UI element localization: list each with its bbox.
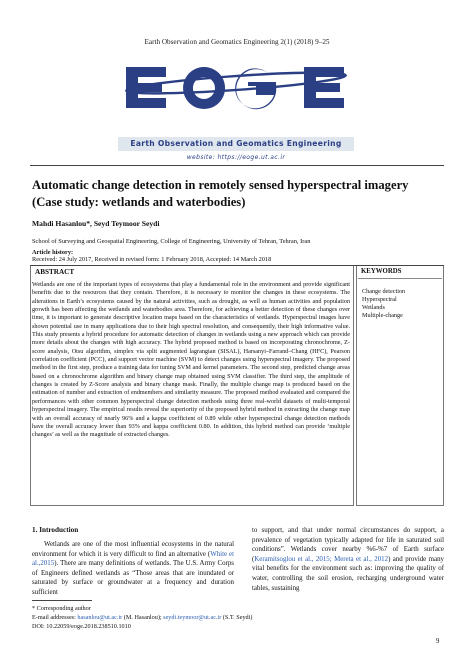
article-history-dates: Received: 24 July 2017, Received in revised form: 1 February 2018, Accepted: 14 March 2018	[32, 256, 272, 263]
email-link[interactable]: hasanlou@ut.ac.ir	[77, 614, 123, 621]
email-owner: (S.T. Seydi)	[221, 614, 253, 621]
keyword-item: Hyperspectral	[362, 296, 397, 303]
author-list: Mahdi Hasanlou*, Seyd Teymoor Seydi	[32, 219, 160, 228]
intro-col2-text-b: ) and provide many vital benefits for the environment such as: improving the quality of water, controlling the soil erosion, recharging underground water tables, sustaining	[252, 555, 444, 592]
email-addresses	[32, 614, 252, 621]
abstract-text: Wetlands are one of the important types of ecosystems that play a fundamental role in the environment and provide significant benefits due to the resources that they contain. Therefore, it is necessary to monitor the changes in these ecosystems. The alterations in Earth’s ecosystems caused by the natural activities, such as drought, as well as human activities and population growth has been affecting the wetlands and waterbodies area. Therefore, for achieving a better detection of these changes over time, it is important to generate descriptive location maps based on the characteristics of wetlands. Hyperspectral images have shown potential use in many applications due to their high spectral resolution, and consequently, their high informative value. This study presents a hybrid procedure for automatic detection of changes in wetlands using a new approach which can provide more details about the changes with high accuracy. The hybrid proposed method is based on incorporating chronochrome, Z-score analysis, Otsu algorithm, simplex via split augmented lagrangian (SISAL), Harsanyi–Farrand–Chang (HFC), Pearson correlation coefficient (PCC), and support vector machine (SVM) to detect changes using hyperspectral imagery. The proposed method in the first step, produce a training data for tuning SVM and kernel parameters. The second step, predicted change areas based on a chronochrome algorithm and binary change map obtained using SVM classifier. The third step, the amplitude of changes is created by Z-Score analysis and binary change mask. Finally, the multiple change map is produced based on the estimation of number and extraction of endmembers and similarity measure. The proposed method evaluated and compared the performances with other common hyperspectral change detection methods using three real-world datasets of multi-temporal hyperspectral imagery. The empirical results reveal the superiority of the proposed hybrid method in extracting the change map with an overall accuracy of nearly 96% and a kappa coefficient of 0.89 while other hyperspectral change detection methods have the overall accuracy lower than 93% and kappa coefficient 0.80. In addition, this hybrid method can provide ‘multiple changes’ as well as the magnitude of extracted changes.	[32, 281, 350, 439]
email-owner: (M. Hasanlou);	[122, 614, 164, 621]
paper-title-line-1: Automatic change detection in remotely sensed hyperspectral imagery	[32, 178, 409, 192]
introduction-heading: 1. Introduction	[32, 526, 79, 534]
journal-logo	[118, 55, 354, 165]
introduction-column-1	[32, 540, 234, 598]
footnote-divider	[32, 600, 92, 601]
paper-title-line-2: (Case study: wetlands and waterbodies)	[32, 195, 246, 209]
intro-col1-text-b: ). There are many definitions of wetlands. The U.S. Army Corps of Engineers defined wetlands as “Those areas that are inundated or saturated by surface or groundwater at a frequency and duration sufficient	[32, 560, 234, 596]
email-label: E-mail addresses:	[32, 614, 78, 621]
header-divider	[30, 165, 444, 166]
email-link[interactable]: seydi.teymoor@ut.ac.ir	[163, 614, 222, 621]
citation-link[interactable]: Keramitsoglou et al., 2015; Mereta et al., 2012	[254, 555, 389, 563]
journal-citation-line: Earth Observation and Geomatics Engineering 2(1) (2018) 9–25	[144, 38, 330, 46]
affiliation: School of Surveying and Geospatial Engineering, College of Engineering, University of Tehran, Tehran, Iran	[32, 238, 311, 245]
journal-website[interactable]: website: https://eoge.ut.ac.ir	[186, 154, 286, 161]
introduction-column-2	[252, 526, 444, 593]
keyword-item: Wetlands	[362, 304, 385, 311]
page-number: 9	[436, 638, 440, 645]
logo-banner-text: Earth Observation and Geomatics Engineering	[130, 139, 342, 148]
keyword-item: Multiple-change	[362, 312, 403, 319]
citation-link[interactable]: White et al.,2015	[32, 550, 234, 568]
doi-line: DOI: 10.22059/eoge.2018.238510.1010	[32, 623, 131, 630]
corresponding-author-note: * Corresponding author	[32, 605, 91, 612]
keyword-item: Change detection	[362, 288, 406, 295]
article-history-label: Article history:	[32, 249, 74, 256]
keywords-divider	[358, 278, 442, 279]
intro-col1-text-a: Wetlands are one of the most influential ecosystems in the natural environment for which it is very difficult to find an alternative (	[32, 541, 234, 558]
paper-title	[32, 177, 452, 211]
intro-col2-text-a: to support, and that under normal circumstances do support, a prevalence of vegetation typically adapted for life in saturated soil conditions”. Wetlands cover nearby %6-%7 of Earth surface (	[252, 527, 444, 563]
keywords-heading: KEYWORDS	[361, 268, 402, 275]
abstract-heading: ABSTRACT	[35, 268, 75, 276]
